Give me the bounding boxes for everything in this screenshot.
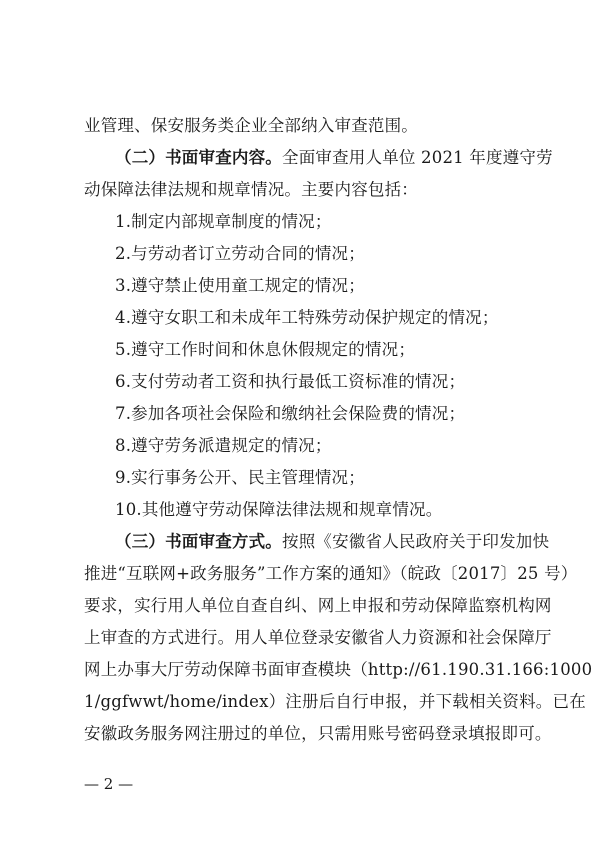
paragraph-line: 安徽政务服务网注册过的单位，只需用账号密码登录填报即可。 — [84, 724, 552, 743]
page-number: — 2 — — [84, 775, 134, 793]
paragraph-line: 推进“互联网+政务服务”工作方案的通知》（皖政〔2017〕25 号） — [84, 564, 578, 583]
section-2-first-line — [115, 143, 555, 173]
list-item: 8.遵守劳务派遣规定的情况； — [115, 436, 332, 455]
list-item: 5.遵守工作时间和休息休假规定的情况； — [115, 340, 416, 359]
paragraph-line: 1/ggfwwt/home/index）注册后自行申报，并下载相关资料。已在 — [84, 692, 586, 711]
section-2-heading: （二）书面审查内容。 — [115, 148, 282, 167]
list-item: 9.实行事务公开、民主管理情况； — [115, 468, 365, 487]
list-item: 6.支付劳动者工资和执行最低工资标准的情况； — [115, 372, 466, 391]
section-3-first-line — [115, 527, 555, 557]
section-2-text: 全面审查用人单位 2021 年度遵守劳 — [282, 148, 553, 167]
list-item: 7.参加各项社会保险和缴纳社会保险费的情况； — [115, 404, 466, 423]
list-item: 10.其他遵守劳动保障法律法规和规章情况。 — [115, 500, 443, 519]
list-item: 3.遵守禁止使用童工规定的情况； — [115, 276, 365, 295]
paragraph-line: 上审查的方式进行。用人单位登录安徽省人力资源和社会保障厅 — [84, 628, 552, 647]
paragraph-line: 网上办事大厅劳动保障书面审查模块（http://61.190.31.166:1000 — [84, 660, 593, 679]
paragraph-line: 要求，实行用人单位自查自纠、网上申报和劳动保障监察机构网 — [84, 596, 552, 615]
list-item: 2.与劳动者订立劳动合同的情况； — [115, 244, 365, 263]
paragraph-line: 业管理、保安服务类企业全部纳入审查范围。 — [84, 116, 418, 135]
list-item: 1.制定内部规章制度的情况； — [115, 212, 332, 231]
list-item: 4.遵守女职工和未成年工特殊劳动保护规定的情况； — [115, 308, 499, 327]
section-3-heading: （三）书面审查方式。 — [115, 532, 282, 551]
section-3-text: 按照《安徽省人民政府关于印发加快 — [282, 532, 550, 551]
paragraph-line: 动保障法律法规和规章情况。主要内容包括： — [84, 180, 418, 199]
